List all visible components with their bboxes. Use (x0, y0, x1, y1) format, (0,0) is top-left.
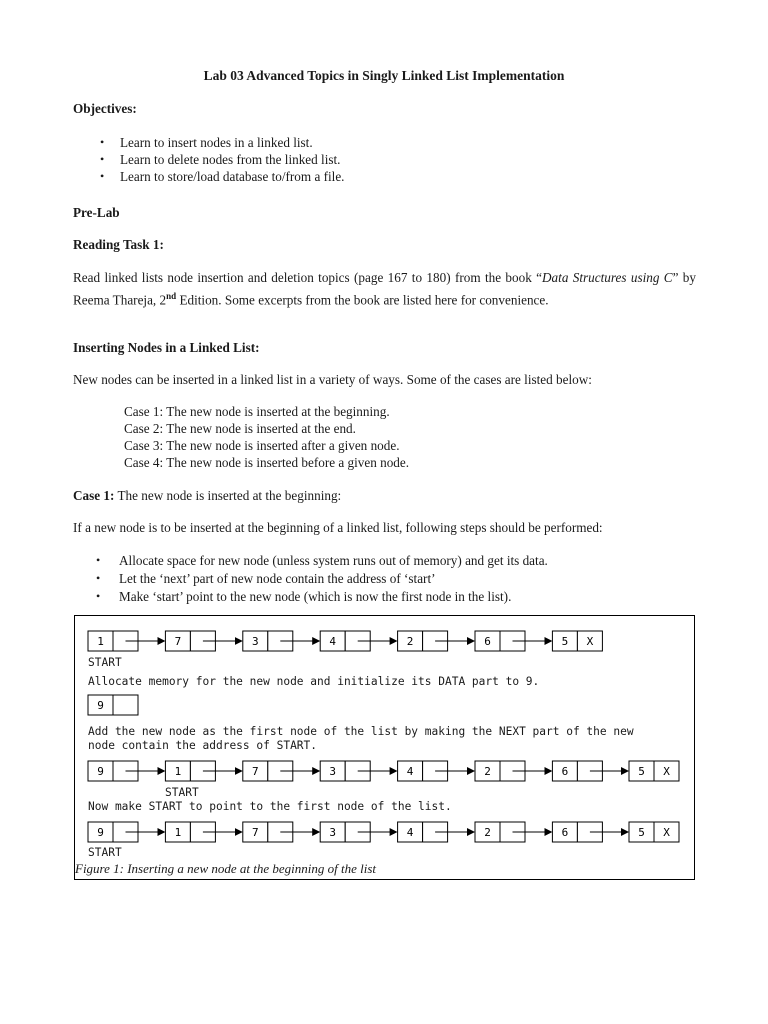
node-value: 1 (174, 765, 182, 778)
book-title: Data Structures using C (542, 270, 673, 285)
list-item: Case 3: The new node is inserted after a given node. (124, 438, 400, 453)
list-row-original (88, 631, 602, 651)
list-node (552, 822, 628, 842)
list-node (320, 822, 396, 842)
node-value: 4 (406, 826, 414, 839)
list-node (398, 761, 474, 781)
start-label-row1: START (88, 656, 122, 669)
page-title: Lab 03 Advanced Topics in Singly Linked List Implementation (203, 68, 565, 83)
figure-step2-line2: node contain the address of START. (88, 739, 318, 752)
list-node (320, 631, 396, 651)
list-node (398, 631, 474, 651)
list-node (88, 761, 164, 781)
list-item: Make ‘start’ point to the new node (which is now the first node in the list). (119, 589, 512, 604)
node-value: 4 (329, 635, 337, 648)
list-item: Learn to delete nodes from the linked list. (120, 152, 341, 167)
null-marker: X (663, 765, 670, 778)
bullet-icon: • (100, 135, 105, 149)
list-node (88, 631, 164, 651)
node-value: 6 (561, 826, 569, 839)
figure-step1: Allocate memory for the new node and initialize its DATA part to 9. (88, 675, 540, 688)
node-value: 7 (174, 635, 182, 648)
list-item: Learn to store/load database to/from a file. (120, 169, 345, 184)
list-node (629, 822, 679, 842)
node-value: 1 (97, 635, 104, 648)
reading-task-paragraph: Read linked lists node insertion and deletion topics (page 167 to 180) from the book “Data Structures using C” by Reema Thareja, 2nd Edition. Some excerpts from the book are listed here for convenience. (73, 270, 696, 308)
objectives-heading: Objectives: (73, 101, 137, 116)
start-label-row3: START (88, 846, 122, 859)
list-item: Learn to insert nodes in a linked list. (120, 135, 313, 150)
node-value: 5 (638, 826, 645, 839)
node-value: 9 (97, 826, 104, 839)
figure-step3: Now make START to point to the first node of the list. (88, 800, 452, 813)
bullet-icon: • (96, 571, 101, 585)
figure-caption: Figure 1: Inserting a new node at the beginning of the list (75, 861, 377, 876)
list-node (165, 761, 241, 781)
list-item: Case 1: The new node is inserted at the beginning. (124, 404, 390, 419)
node-value: 3 (251, 635, 259, 648)
inserting-heading: Inserting Nodes in a Linked List: (73, 340, 260, 355)
null-marker: X (663, 826, 670, 839)
list-node (320, 761, 396, 781)
list-node (243, 631, 319, 651)
node-value: 9 (97, 699, 104, 712)
node-value: 5 (638, 765, 645, 778)
start-label-row2: START (165, 786, 199, 799)
node-value: 2 (406, 635, 414, 648)
new-node (88, 695, 138, 715)
node-value: 5 (561, 635, 569, 648)
node-value: 2 (484, 765, 491, 778)
case1-steps-intro: If a new node is to be inserted at the beginning of a linked list, following steps should be performed: (73, 520, 603, 535)
list-node (243, 761, 319, 781)
node-next-cell (113, 695, 138, 715)
node-value: 3 (329, 826, 337, 839)
figure-step2-line1: Add the new node as the first node of the list by making the NEXT part of the new (88, 725, 634, 738)
bullet-icon: • (100, 169, 105, 183)
list-item: Let the ‘next’ part of new node contain the address of ‘start’ (119, 571, 436, 586)
list-item: Case 2: The new node is inserted at the end. (124, 421, 356, 436)
case1-heading: Case 1: The new node is inserted at the beginning: (73, 488, 342, 503)
list-node (552, 631, 602, 651)
list-node (475, 761, 551, 781)
list-node (165, 822, 241, 842)
list-row-final (88, 822, 679, 842)
list-node (165, 631, 241, 651)
node-value: 6 (561, 765, 569, 778)
list-node (475, 822, 551, 842)
list-node (88, 822, 164, 842)
bullet-icon: • (96, 589, 101, 603)
inserting-intro: New nodes can be inserted in a linked list in a variety of ways. Some of the cases are listed below: (73, 372, 592, 387)
list-node (629, 761, 679, 781)
list-node (243, 822, 319, 842)
reading-task-heading: Reading Task 1: (73, 237, 164, 252)
node-value: 4 (406, 765, 414, 778)
node-value: 2 (484, 826, 491, 839)
list-node (552, 761, 628, 781)
node-value: 7 (251, 826, 259, 839)
prelab-heading: Pre-Lab (73, 205, 120, 220)
bullet-icon: • (100, 152, 105, 166)
bullet-icon: • (96, 553, 101, 567)
list-row-linked (88, 761, 679, 781)
node-value: 3 (329, 765, 337, 778)
list-node (475, 631, 551, 651)
node-value: 9 (97, 765, 104, 778)
node-value: 1 (174, 826, 182, 839)
node-value: 7 (251, 765, 259, 778)
node-value: 6 (484, 635, 491, 648)
null-marker: X (586, 635, 594, 648)
list-node (398, 822, 474, 842)
list-item: Allocate space for new node (unless system runs out of memory) and get its data. (119, 553, 548, 568)
list-item: Case 4: The new node is inserted before a given node. (124, 455, 410, 470)
